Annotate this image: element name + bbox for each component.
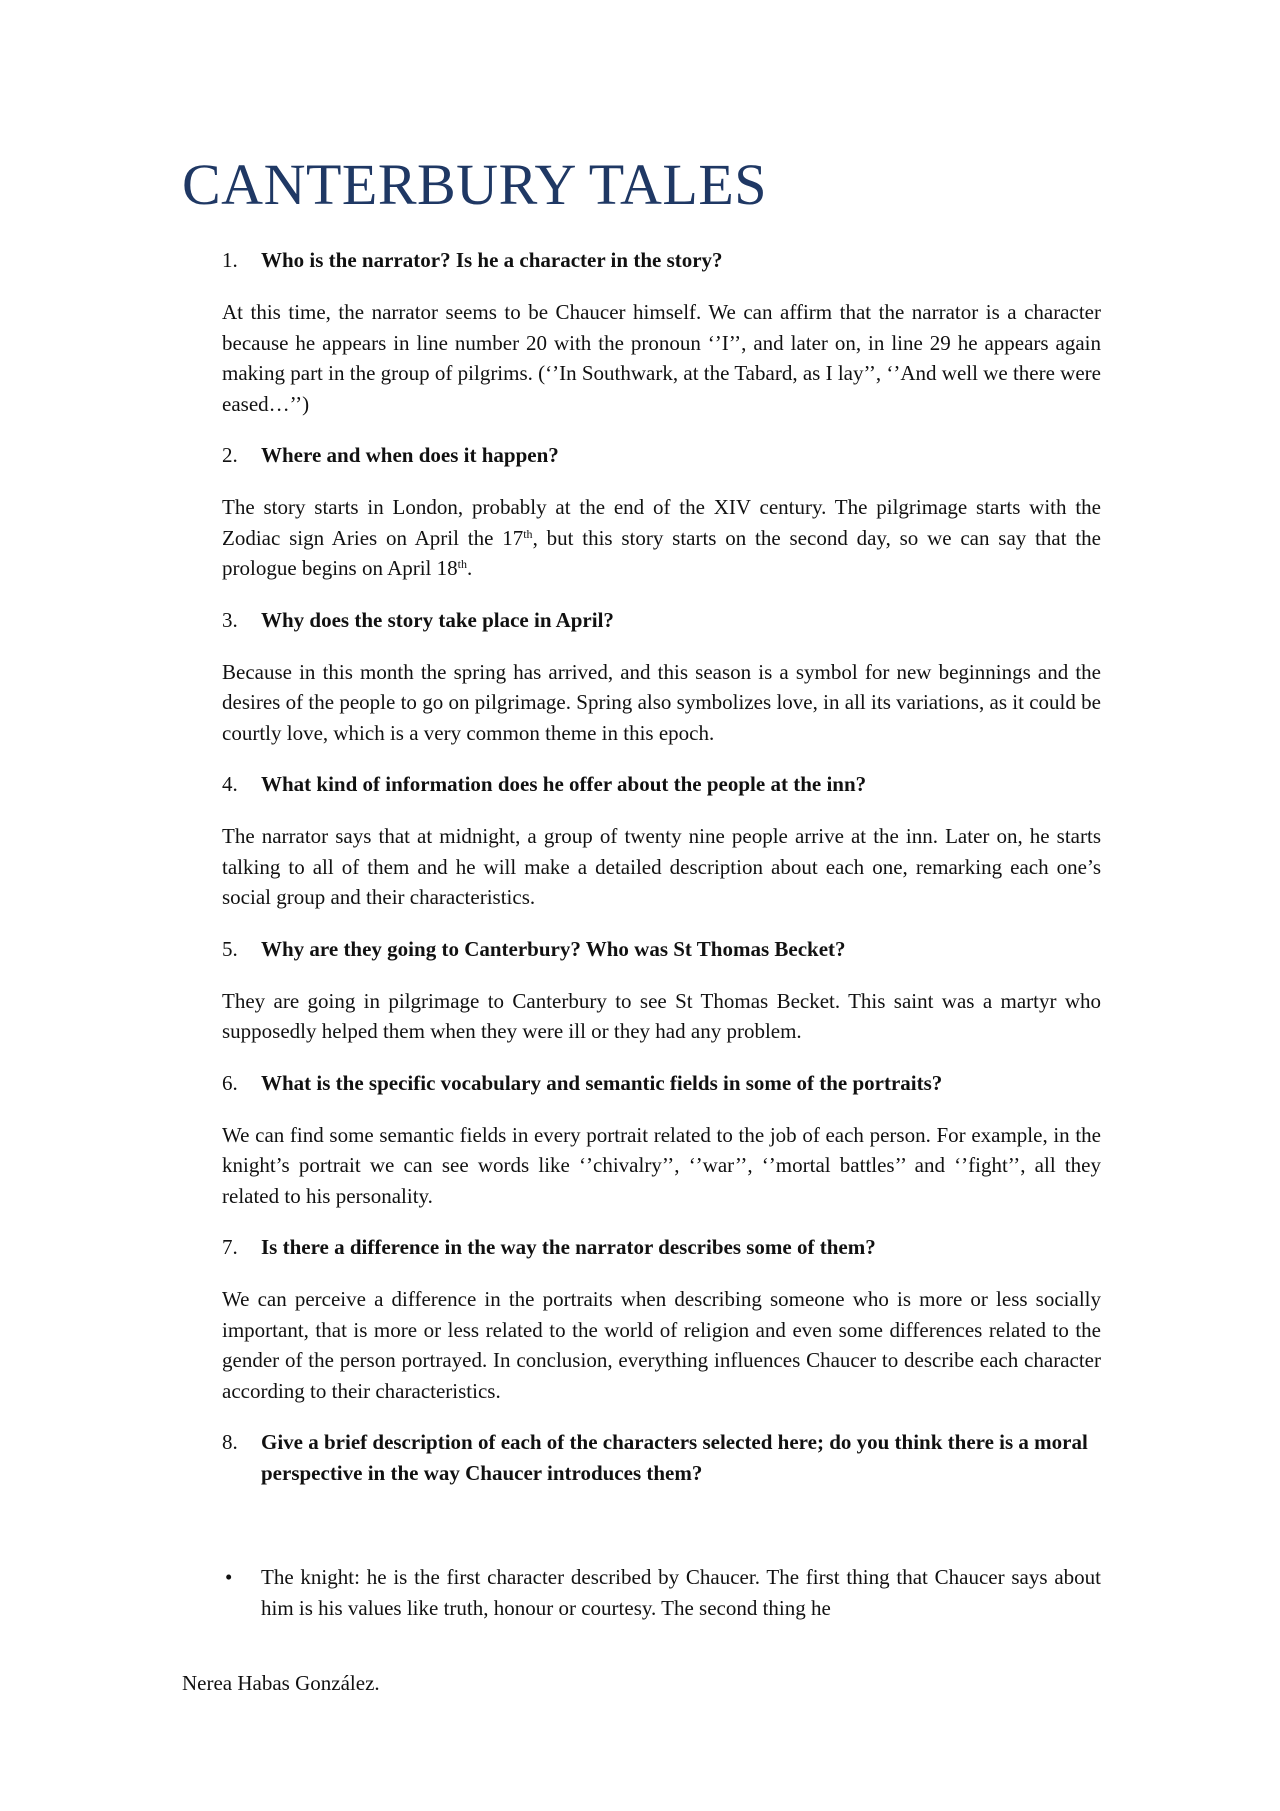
page-footer-author: Nerea Habas González. [182, 1671, 380, 1695]
question-4 [222, 769, 1101, 800]
answer-5: They are going in pilgrimage to Canterbury to see St Thomas Becket. This saint was a martyr who supposedly helped them when they were ill or they had any problem. [222, 988, 1101, 1043]
question-3 [222, 605, 1101, 636]
answer-3: Because in this month the spring has arrived, and this season is a symbol for new beginnings and the desires of the people to go on pilgrimage. Spring also symbolizes love, in all its variations, as it could be courtly love, which is a very common theme in this epoch. [222, 659, 1101, 745]
question-6 [222, 1068, 1101, 1099]
page-title: CANTERBURY TALES [182, 152, 768, 217]
bullet-text: The knight: he is the first character described by Chaucer. The first thing that Chaucer says about him is his values like truth, honour or courtesy. The second thing he [261, 1565, 1101, 1620]
question-number: 5. [222, 936, 238, 961]
question-8 [222, 1427, 1101, 1489]
answer-1: At this time, the narrator seems to be Chaucer himself. We can affirm that the narrator is a character because he appears in line number 20 with the pronoun ‘’I’’, and later on, in line 29 he appears again making part in the group of pilgrims. (‘’In Southwark, at the Tabard, as I lay’’, ‘’And well we there were eased…’’) [222, 300, 1101, 416]
question-text: Where and when does it happen? [261, 443, 559, 467]
bullet-item-knight [222, 1562, 1101, 1623]
question-text: Is there a difference in the way the narrator describes some of them? [261, 1235, 876, 1259]
question-number: 2. [222, 443, 238, 467]
question-number: 6. [222, 1070, 238, 1095]
answer-4: The narrator says that at midnight, a group of twenty nine people arrive at the inn. Later on, he starts talking to all of them and he will make a detailed description about each one, remarking each one’s social group and their characteristics. [222, 824, 1101, 909]
answer-2 [222, 492, 1101, 584]
question-text: What is the specific vocabulary and semantic fields in some of the portraits? [261, 1070, 943, 1095]
answer-text: The story starts in London, probably at the end of the XIV century. The pilgrimage starts with the Zodiac sign Aries on April the 17 [222, 495, 1101, 550]
question-number: 3. [222, 607, 238, 632]
question-text: What kind of information does he offer about the people at the inn? [261, 772, 867, 796]
question-text: Who is the narrator? Is he a character in the story? [261, 248, 723, 272]
question-number: 8. [222, 1430, 238, 1454]
answer-text: . [467, 556, 473, 580]
question-1 [222, 245, 1101, 276]
question-text: Why does the story take place in April? [261, 607, 614, 632]
question-number: 7. [222, 1235, 238, 1259]
question-number: 4. [222, 772, 238, 796]
question-7 [222, 1232, 1101, 1263]
ordinal-suffix: th [457, 557, 467, 571]
question-number: 1. [222, 248, 238, 272]
question-text: Why are they going to Canterbury? Who was St Thomas Becket? [261, 936, 846, 961]
question-5 [222, 934, 1101, 965]
question-2 [222, 440, 1101, 471]
answer-7: We can perceive a difference in the portraits when describing someone who is more or less socially important, that is more or less related to the world of religion and even some differences related to the gender of the person portrayed. In conclusion, everything influences Chaucer to describe each character according to their characteristics. [222, 1287, 1101, 1403]
document-body [222, 245, 1101, 1623]
ordinal-suffix: th [523, 526, 533, 541]
bullet-symbol: • [225, 1565, 233, 1589]
question-text: Give a brief description of each of the characters selected here; do you think there is a moral perspective in the way Chaucer introduces them? [261, 1430, 1088, 1485]
answer-6: We can find some semantic fields in every portrait related to the job of each person. For example, in the knight’s portrait we can see words like ‘’chivalry’’, ‘’war’’, ‘’mortal battles’’ and ‘’fight’’, all they related to his personality. [222, 1122, 1101, 1208]
answer-text: , but this story starts on the second day, so we can say that the prologue begins on April 18 [222, 525, 1101, 580]
